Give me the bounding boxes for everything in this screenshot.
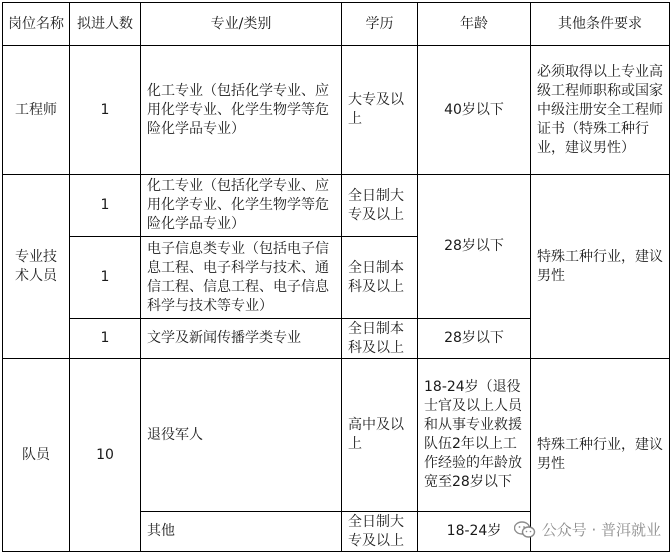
recruitment-table bbox=[2, 2, 670, 552]
tech-1-count: 1 bbox=[70, 175, 141, 237]
header-education: 学历 bbox=[342, 3, 418, 46]
header-major: 专业/类别 bbox=[141, 3, 342, 46]
table-row-team-1 bbox=[3, 359, 670, 512]
header-other: 其他条件要求 bbox=[531, 3, 670, 46]
engineer-major: 化工专业（包括化学专业、应用化学专业、化学生物学等危险化学品专业） bbox=[141, 46, 342, 175]
tech-age-shared: 28岁以下 bbox=[418, 175, 531, 319]
tech-3-count: 1 bbox=[70, 319, 141, 359]
tech-2-count: 1 bbox=[70, 237, 141, 319]
engineer-other: 必须取得以上专业高级工程师职称或国家中级注册安全工程师证书（特殊工种行业，建议男性） bbox=[531, 46, 670, 175]
tech-2-education: 全日制本科及以上 bbox=[342, 237, 418, 319]
tech-3-education: 全日制本科及以上 bbox=[342, 319, 418, 359]
tech-other: 特殊工种行业，建议男性 bbox=[531, 175, 670, 359]
team-1-major: 退役军人 bbox=[141, 359, 342, 512]
team-position: 队员 bbox=[3, 359, 70, 552]
table-row-tech-1 bbox=[3, 175, 670, 237]
table-header-row bbox=[3, 3, 670, 46]
header-count: 拟进人数 bbox=[70, 3, 141, 46]
table-row-engineer bbox=[3, 46, 670, 175]
team-2-major: 其他 bbox=[141, 512, 342, 552]
engineer-age: 40岁以下 bbox=[418, 46, 531, 175]
team-1-age: 18-24岁（退役士官及以上人员和从事专业救援队伍2年以上工作经验的年龄放宽至28岁以下 bbox=[418, 359, 531, 512]
team-1-education: 高中及以上 bbox=[342, 359, 418, 512]
tech-3-major: 文学及新闻传播学类专业 bbox=[141, 319, 342, 359]
tech-position: 专业技术人员 bbox=[3, 175, 70, 359]
tech-1-major: 化工专业（包括化学专业、应用化学专业、化学生物学等危险化学品专业） bbox=[141, 175, 342, 237]
team-count: 10 bbox=[70, 359, 141, 552]
tech-1-education: 全日制大专及以上 bbox=[342, 175, 418, 237]
tech-2-major: 电子信息类专业（包括电子信息工程、电子科学与技术、通信工程、信息工程、电子信息科学与技术等专业） bbox=[141, 237, 342, 319]
header-age: 年龄 bbox=[418, 3, 531, 46]
tech-3-age: 28岁以下 bbox=[418, 319, 531, 359]
team-2-education: 全日制大专及以上 bbox=[342, 512, 418, 552]
engineer-count: 1 bbox=[70, 46, 141, 175]
header-position: 岗位名称 bbox=[3, 3, 70, 46]
team-other: 特殊工种行业，建议男性 bbox=[531, 359, 670, 552]
watermark-text: 公众号 · 普洱就业 bbox=[541, 521, 661, 539]
engineer-position: 工程师 bbox=[3, 46, 70, 175]
engineer-education: 大专及以上 bbox=[342, 46, 418, 175]
team-2-age: 18-24岁 bbox=[418, 512, 531, 552]
